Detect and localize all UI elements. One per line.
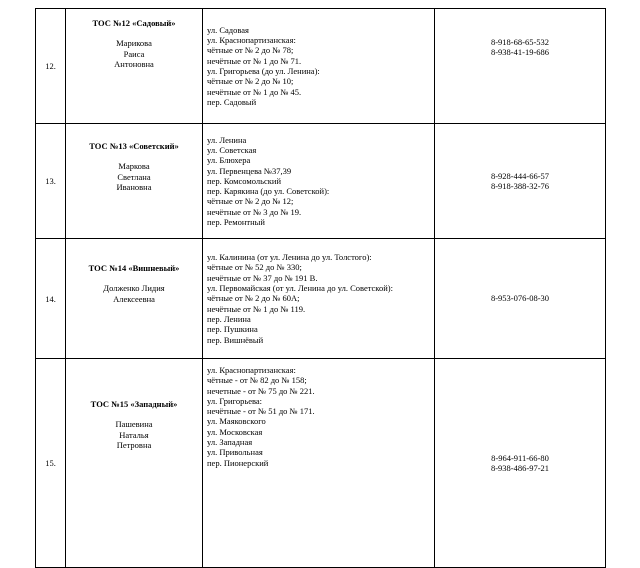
- street-line: ул. Первенцева №37,39: [207, 165, 292, 176]
- phone-number: 8-953-076-08-30: [490, 293, 550, 304]
- street-line: чётные от № 2 до № 78;: [207, 45, 294, 56]
- person-surname: Маркова: [118, 161, 150, 172]
- table-row: [36, 239, 606, 359]
- table-row: [36, 124, 606, 239]
- tos-name-cell: [66, 359, 203, 568]
- street-line: нечётные от № 37 до № 191 В.: [207, 272, 318, 283]
- row-number: 12.: [36, 9, 66, 124]
- street-line: ул. Краснопартизанская:: [207, 35, 296, 46]
- street-line: нечётные от № 1 до № 45.: [207, 86, 302, 97]
- street-line: нечётные от № 3 до № 19.: [207, 206, 302, 217]
- street-line: чётные от № 2 до № 10;: [207, 76, 294, 87]
- street-line: чётные от № 52 до № 330;: [207, 262, 302, 273]
- street-line: ул. Блюхера: [207, 155, 251, 166]
- phones-cell: [435, 359, 606, 568]
- tos-name-cell: [66, 9, 203, 124]
- street-line: чётные - от № 82 до № 158;: [207, 375, 307, 386]
- street-line: ул. Григорьева:: [207, 395, 263, 406]
- person-patronymic: Ивановна: [116, 181, 152, 192]
- row-number: 13.: [36, 124, 66, 239]
- person-patronymic: Алексеевна: [113, 293, 155, 304]
- street-line: ул. Привольная: [207, 447, 263, 458]
- streets-cell: [203, 9, 435, 124]
- street-line: пер. Карякина (до ул. Советской):: [207, 186, 330, 197]
- street-line: ул. Московская: [207, 426, 263, 437]
- street-line: ул. Западная: [207, 437, 253, 448]
- person-surname: Пашевина: [115, 419, 153, 430]
- street-line: пер. Садовый: [207, 96, 257, 107]
- street-line: чётные от № 2 до № 60А;: [207, 293, 300, 304]
- row-number: 15.: [36, 359, 66, 568]
- street-line: нечётные от № 1 до № 119.: [207, 303, 306, 314]
- tos-title: ТОС №15 «Западный»: [90, 399, 178, 409]
- streets-cell: [203, 124, 435, 239]
- phone-number: 8-918-68-65-532: [490, 37, 550, 47]
- row-number: 14.: [36, 239, 66, 359]
- person-surname: Марикова: [116, 38, 152, 49]
- person-patronymic: Антоновна: [114, 58, 154, 69]
- street-line: ул. Ленина: [207, 134, 247, 145]
- tos-name-cell: [66, 124, 203, 239]
- street-line: пер. Ленина: [207, 313, 251, 324]
- tos-title: ТОС №14 «Вишневый»: [88, 263, 180, 273]
- phones-cell: [435, 9, 606, 124]
- phone-number: 8-918-388-32-76: [490, 181, 550, 191]
- person-first-name: Светлана: [117, 171, 151, 182]
- street-line: чётные от № 2 до № 12;: [207, 196, 294, 207]
- person-first-name: Наталья: [119, 429, 149, 440]
- phone-number: 8-938-486-97-21: [490, 463, 550, 473]
- phones-cell: [435, 124, 606, 239]
- person-full-name: Долженко Лидия: [103, 283, 165, 294]
- table-row: [36, 359, 606, 568]
- tos-title: ТОС №12 «Садовый»: [92, 18, 176, 28]
- tos-name-cell: [66, 239, 203, 359]
- street-line: пер. Пионерский: [207, 457, 269, 468]
- tos-registry-table: [35, 8, 606, 568]
- streets-cell: [203, 359, 435, 568]
- street-line: ул. Первомайская (от ул. Ленина до ул. Советской):: [207, 283, 393, 294]
- street-line: нечетные - от № 75 до № 221.: [207, 385, 315, 396]
- person-patronymic: Петровна: [116, 439, 152, 450]
- street-line: ул. Калинина (от ул. Ленина до ул. Толстого):: [207, 252, 372, 263]
- phone-number: 8-928-444-66-57: [490, 170, 550, 181]
- street-line: нечётные - от № 51 до № 171.: [207, 406, 315, 417]
- street-line: ул. Советская: [207, 144, 257, 155]
- street-line: пер. Комсомольский: [207, 175, 282, 186]
- street-line: нечётные от № 1 до № 71.: [207, 55, 302, 66]
- phones-cell: [435, 239, 606, 359]
- phone-number: 8-938-41-19-686: [490, 47, 550, 58]
- tos-title: ТОС №13 «Советский»: [89, 141, 179, 151]
- street-line: ул. Маяковского: [207, 416, 266, 427]
- person-first-name: Раиса: [123, 48, 145, 59]
- streets-cell: [203, 239, 435, 359]
- table-row: [36, 9, 606, 124]
- street-line: ул. Садовая: [207, 24, 249, 35]
- street-line: ул. Краснопартизанская:: [207, 365, 296, 375]
- phone-number: 8-964-911-66-80: [491, 452, 549, 463]
- street-line: пер. Ремонтный: [207, 217, 265, 228]
- street-line: ул. Григорьева (до ул. Ленина):: [207, 66, 320, 76]
- street-line: пер. Вишнёвый: [207, 334, 264, 345]
- street-line: пер. Пушкина: [207, 324, 258, 335]
